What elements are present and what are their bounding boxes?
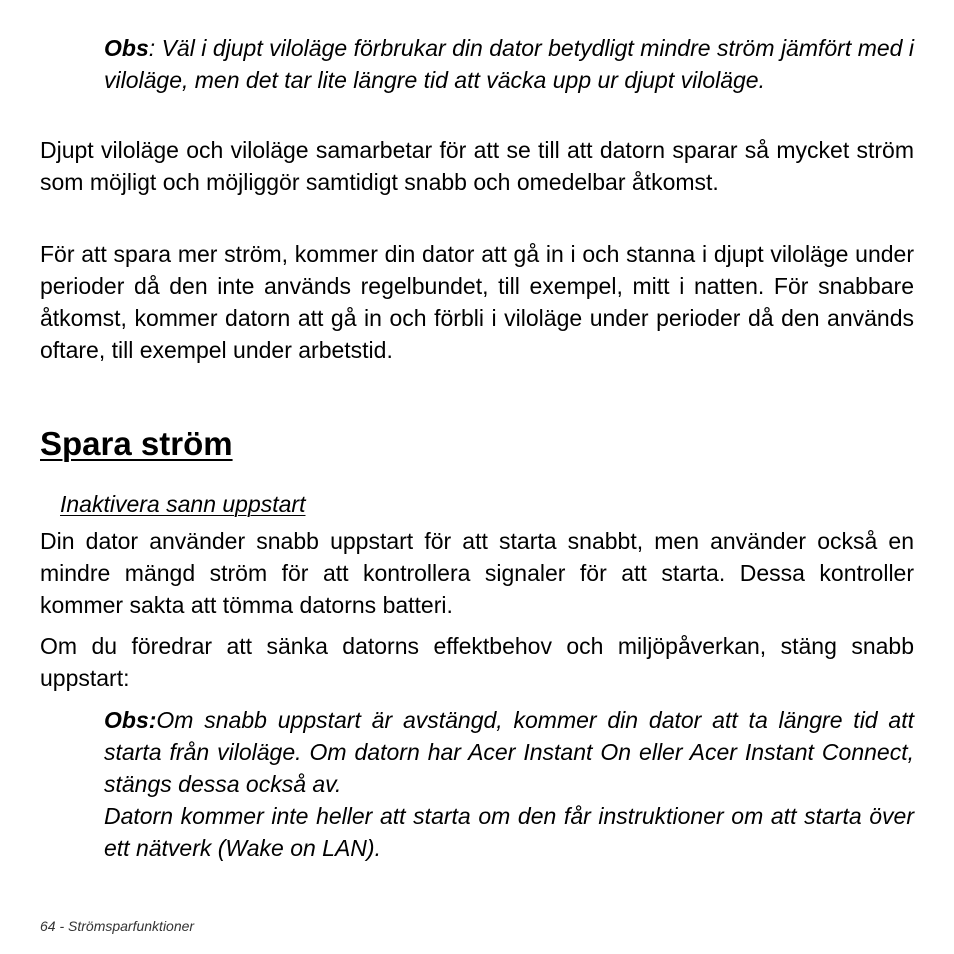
- page-footer: 64 - Strömsparfunktioner: [40, 918, 195, 934]
- note-text: Om snabb uppstart är avstängd, kommer din dator att ta längre tid att starta från viloläge. Om datorn har Acer Instant On eller Acer Instant Connect, stängs dessa också av.: [104, 707, 914, 797]
- section-heading: Spara ström: [40, 425, 233, 462]
- note-label: Obs: [104, 35, 149, 61]
- note-text-wake-on-lan: Datorn kommer inte heller att starta om den får instruktioner om att starta över ett nätverk (Wake on LAN).: [104, 803, 914, 861]
- note-obs-fast-startup: [104, 704, 914, 864]
- note-label: Obs:: [104, 707, 157, 733]
- note-obs-deep-sleep: [104, 32, 914, 96]
- note-text: : Väl i djupt viloläge förbrukar din dator betydligt mindre ström jämfört med i viloläge, men det tar lite längre tid att väcka upp ur djupt viloläge.: [104, 35, 914, 93]
- paragraph-deep-sleep-cooperation: Djupt viloläge och viloläge samarbetar för att se till att datorn sparar så mycket ström som möjligt och möjliggör samtidigt snabb och omedelbar åtkomst.: [40, 137, 914, 195]
- paragraph-fast-startup: Din dator använder snabb uppstart för att starta snabbt, men använder också en mindre mängd ström för att kontrollera signaler för att starta. Dessa kontroller kommer sakta att tömma datorns batteri.: [40, 528, 914, 618]
- disable-fast-startup-link[interactable]: Inaktivera sann uppstart: [60, 491, 306, 517]
- paragraph-power-saving: För att spara mer ström, kommer din dator att gå in i och stanna i djupt viloläge under perioder då den inte används regelbundet, till exempel, mitt i natten. För snabbare åtkomst, kommer datorn att gå in och förbli i viloläge under perioder då den används oftare, till exempel under arbetstid.: [40, 241, 914, 363]
- paragraph-disable-fast-startup: Om du föredrar att sänka datorns effektbehov och miljöpåverkan, stäng snabb uppstart:: [40, 633, 914, 691]
